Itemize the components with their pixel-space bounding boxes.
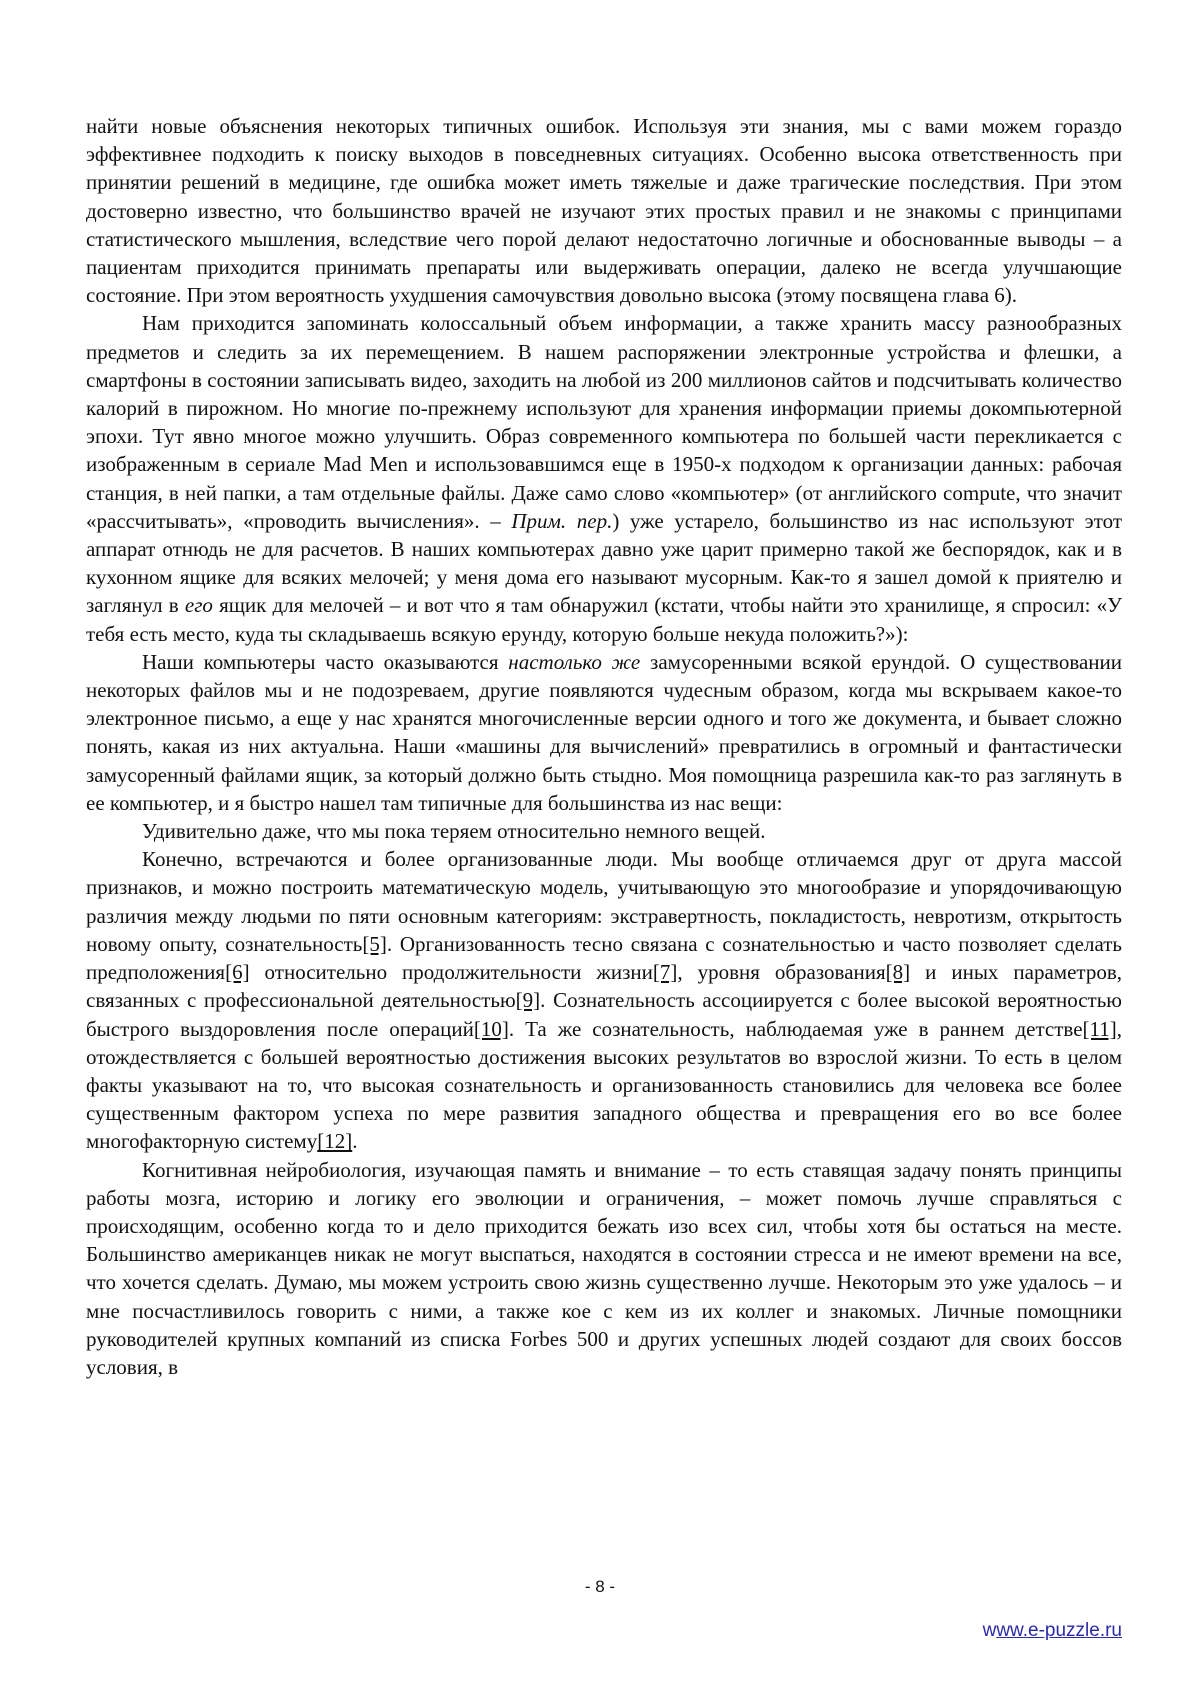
paragraph (86, 845, 1122, 1155)
footnote-reference-link[interactable]: [9] (516, 988, 541, 1012)
footnote-reference-link[interactable]: [8] (886, 960, 911, 984)
document-page (0, 0, 1200, 1698)
text-run: Наши компьютеры часто оказываются (142, 650, 508, 674)
paragraph (86, 309, 1122, 647)
page-number: - 8 - (0, 1577, 1200, 1597)
text-run: . Сознательность ассоциируется с более высокой вероятностью быстрого выздоровления после операций (86, 988, 1122, 1040)
footnote-reference-link[interactable]: [5] (362, 932, 387, 956)
paragraph (86, 648, 1122, 817)
footnote-reference-link[interactable]: [10] (474, 1017, 509, 1041)
paragraph (86, 817, 1122, 845)
text-run: относительно продолжительности жизни (250, 960, 653, 984)
paragraph (86, 112, 1122, 309)
text-run: . Та же сознательность, наблюдаемая уже в раннем детстве (509, 1017, 1083, 1041)
body-text (86, 112, 1122, 1381)
text-run: Когнитивная нейробиология, изучающая память и внимание – то есть ставящая задачу понять принципы работы мозга, историю и логику его эволюции и ограничения, – может помочь лучше справляться с происходящим, особенно когда то и дело приходится бежать изо всех сил, чтобы хотя бы остаться на месте. Большинство американцев никак не могут выспаться, находятся в состоянии стресса и не имеют времени на все, что хочется сделать. Думаю, мы можем устроить свою жизнь существенно лучше. Некоторым это уже удалось – и мне посчастливилось говорить с ними, а также кое с кем из их коллег и знакомых. Личные помощники руководителей крупных компаний из списка Forbes 500 и других успешных людей создают для своих боссов условия, в (86, 1158, 1122, 1379)
text-run: . Организованность тесно связана с сознательностью и часто позволяет сделать предположения (86, 932, 1122, 984)
text-run: Нам приходится запоминать колоссальный объем информации, а также хранить массу разнообразных предметов и следить за их перемещением. В нашем распоряжении электронные устройства и флешки, а смартфоны в состоянии записывать видео, заходить на любой из 200 миллионов сайтов и подсчитывать количество калорий в пирожном. Но многие по-прежнему используют для хранения информации приемы докомпьютерной эпохи. Тут явно многое можно улучшить. Образ современного компьютера по большей части перекликается с изображенным в сериале Mad Men и использовавшимся еще в 1950-х подходом к организации данных: рабочая станция, в ней папки, а там отдельные файлы. Даже само слово «компьютер» (от английского compute, что значит «рассчитывать», «проводить вычисления». – (86, 311, 1122, 532)
text-run: , отождествляется с большей вероятностью достижения высоких результатов во взрослой жизни. То есть в целом факты указывают на то, что высокая сознательность и организованность становились для человека все более существенным фактором успеха по мере развития западного общества и превращения его во все более многофакторную систему (86, 1017, 1122, 1154)
emphasis-text: его (185, 593, 213, 617)
text-run: найти новые объяснения некоторых типичных ошибок. Используя эти знания, мы с вами можем гораздо эффективнее подходить к поиску выходов в повседневных ситуациях. Особенно высока ответственность при принятии решений в медицине, где ошибка может иметь тяжелые и даже трагические последствия. При этом достоверно известно, что большинство врачей не изучают этих простых правил и не знакомы с принципами статистического мышления, вследствие чего порой делают недостаточно логичные и обоснованные выводы – а пациентам приходится принимать препараты или выдерживать операции, далеко не всегда улучшающие состояние. При этом вероятность ухудшения самочувствия довольно высока (этому посвящена глава 6). (86, 114, 1122, 307)
text-run: . (352, 1129, 357, 1153)
footnote-reference-link[interactable]: [7] (653, 960, 678, 984)
website-link-text[interactable]: ww.e-puzzle.ru (996, 1620, 1122, 1641)
text-run: Конечно, встречаются и более организованные люди. Мы вообще отличаемся друг от друга массой признаков, и можно построить математическую модель, учитывающую это многообразие и упорядочивающую различия между людьми по пяти основным категориям: экстравертность, покладистость, невротизм, открытость новому опыту, сознательность (86, 847, 1122, 956)
text-run: и иных параметров, связанных с профессиональной деятельностью (86, 960, 1122, 1012)
text-run: , уровня образования (677, 960, 885, 984)
text-run: замусоренными всякой ерундой. О существовании некоторых файлов мы и не подозреваем, другие появляются чудесным образом, когда мы вскрываем какое-то электронное письмо, а еще у нас хранятся многочисленные версии одного и того же документа, и бывает сложно понять, какая из них актуальна. Наши «машины для вычислений» превратились в огромный и фантастически замусоренный файлами ящик, за который должно быть стыдно. Моя помощница разрешила как-то раз заглянуть в ее компьютер, и я быстро нашел там типичные для большинства из нас вещи: (86, 650, 1122, 815)
text-run: ) уже устарело, большинство из нас используют этот аппарат отнюдь не для расчетов. В наших компьютерах давно уже царит примерно такой же беспорядок, как и в кухонном ящике для всяких мелочей; у меня дома его называют мусорным. Как-то я зашел домой к приятелю и заглянул в (86, 509, 1122, 618)
text-run: Удивительно даже, что мы пока теряем относительно немного вещей. (142, 819, 765, 843)
website-link-prefix: w (983, 1620, 997, 1641)
text-run: ящик для мелочей – и вот что я там обнаружил (кстати, чтобы найти это хранилище, я спросил: «У тебя есть место, куда ты складываешь всякую ерунду, которую больше некуда положить?»): (86, 593, 1122, 645)
footnote-reference-link[interactable]: [11] (1083, 1017, 1117, 1041)
footnote-reference-link[interactable]: [12] (317, 1129, 352, 1153)
emphasis-text: Прим. пер. (511, 509, 612, 533)
paragraph (86, 1156, 1122, 1382)
footnote-reference-link[interactable]: [6] (225, 960, 250, 984)
website-link[interactable] (983, 1620, 1122, 1642)
emphasis-text: настолько же (508, 650, 640, 674)
